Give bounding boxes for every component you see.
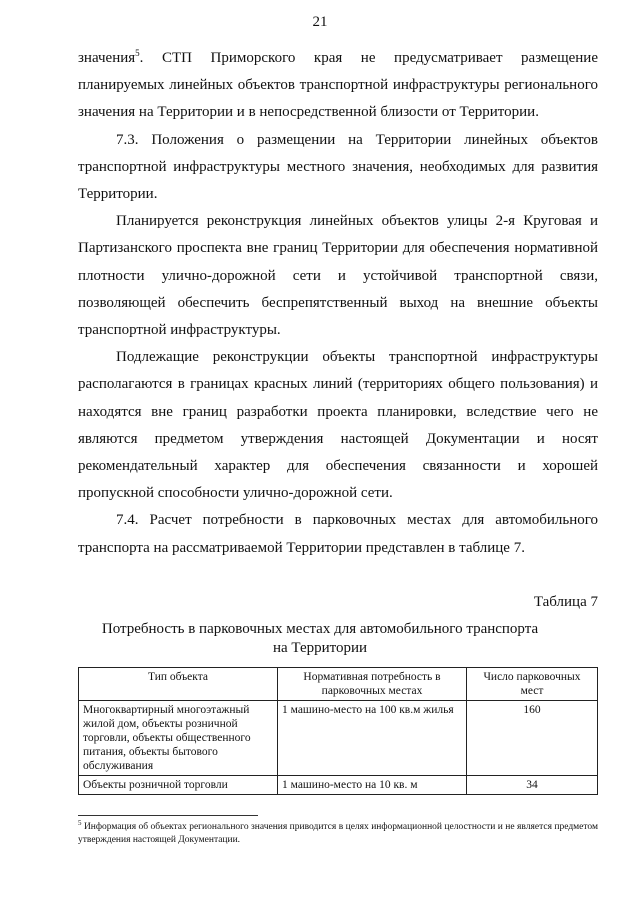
paragraph-regional-objects — [78, 45, 598, 127]
paragraph-reconstruction-plan: Планируется реконструкция линейных объектов улицы 2-я Круговая и Партизанского проспекта вне границ Территории для обеспечения нормативной плотности улично-дорожной сети и устойчивой транспортной связи, позволяющей обеспечить беспрепятственный выход на внешние объекты транспортной инфраструктуры. — [78, 213, 598, 339]
table-caption-line: Потребность в парковочных местах для автомобильного транспорта — [101, 621, 539, 637]
table-caption — [0, 620, 640, 658]
cell-parking-count: 34 — [467, 776, 598, 795]
header-normative-need: Нормативная потребность в парковочных местах — [278, 668, 467, 701]
cell-parking-count: 160 — [467, 701, 598, 776]
table-row — [79, 776, 598, 795]
table-number: Таблица 7 — [533, 594, 598, 610]
footnote-separator — [78, 815, 258, 816]
cell-object-type: Объекты розничной торговли — [79, 776, 278, 795]
cell-normative-need: 1 машино-место на 10 кв. м — [278, 776, 467, 795]
table-header-row — [79, 668, 598, 701]
body-text — [78, 45, 598, 562]
footnote-reference: 5 — [135, 48, 140, 58]
paragraph-red-lines: Подлежащие реконструкции объекты транспортной инфраструктуры располагаются в границах красных линий (территориях общего пользования) и находятся вне границ разработки проекта планировки, вследствие чего не являются предметом утверждения настоящей Документации и носят рекомендательный характер для обеспечения связанности и хорошей пропускной способности улично-дорожной сети. — [78, 349, 598, 502]
paragraph-section-7-4: 7.4. Расчет потребности в парковочных местах для автомобильного транспорта на рассматриваемой Территории представлен в таблице 7. — [78, 512, 598, 556]
paragraph-section-7-3: 7.3. Положения о размещении на Территории линейных объектов транспортной инфраструктуры местного значения, необходимых для развития Территории. — [78, 131, 598, 203]
table-row — [79, 701, 598, 776]
paragraph-text: . СТП Приморского края не предусматривает размещение планируемых линейных объектов транспортной инфраструктуры регионального значения на Территории и в непосредственной близости от Территории. — [78, 50, 598, 121]
footnote-text: Информация об объектах регионального значения приводится в целях информационной целостности и не является предметом утверждения настоящей Документации. — [78, 822, 598, 845]
paragraph-text: значения — [78, 50, 136, 66]
footnote — [78, 818, 598, 847]
parking-table — [78, 667, 598, 795]
page-number: 21 — [312, 14, 328, 30]
footnote-mark: 5 — [78, 818, 82, 827]
header-parking-count: Число парковочных мест — [467, 668, 598, 701]
cell-normative-need: 1 машино-место на 100 кв.м жилья — [278, 701, 467, 776]
table-caption-line: на Территории — [272, 640, 368, 656]
header-object-type: Тип объекта — [79, 668, 278, 701]
cell-object-type: Многоквартирный многоэтажный жилой дом, объекты розничной торговли, объекты общественного питания, объекты бытового обслуживания — [79, 701, 278, 776]
